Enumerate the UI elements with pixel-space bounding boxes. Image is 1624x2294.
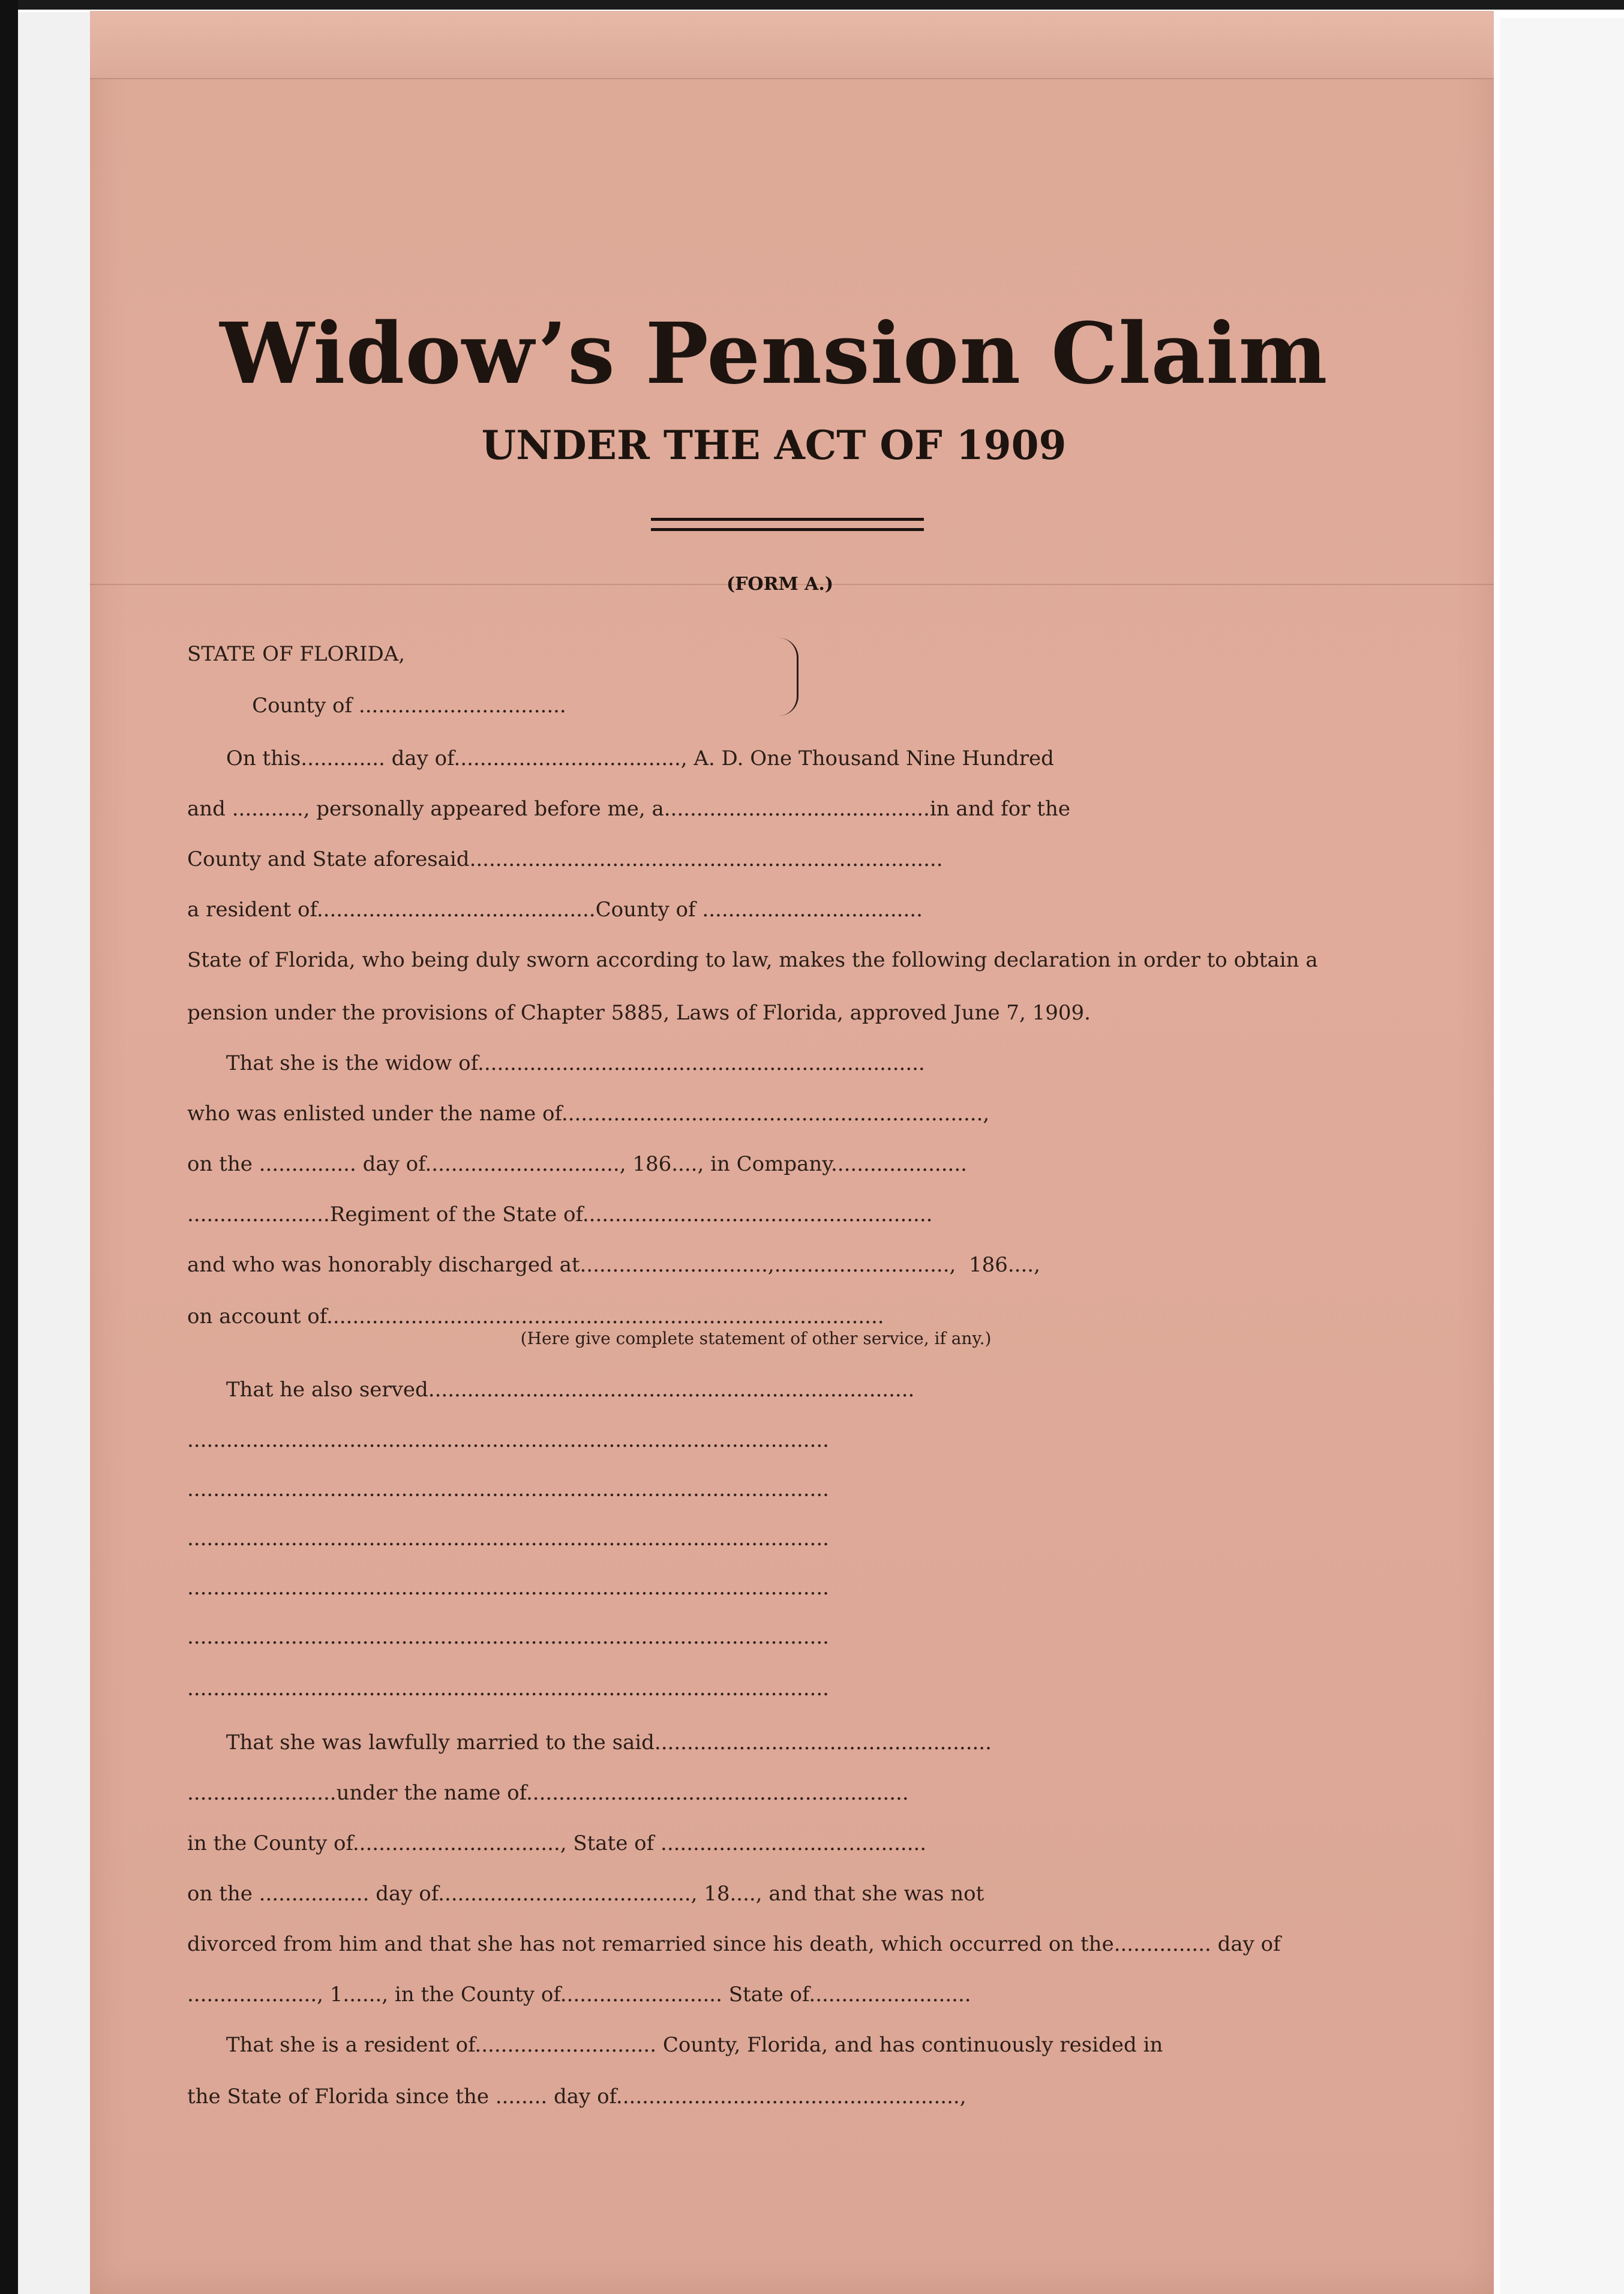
form-line: ................................................................................................... [187, 1428, 829, 1452]
scan-border-left [0, 0, 18, 2294]
form-line: in the County of................................, State of ......................................... [187, 1831, 927, 1855]
form-line: on the ............... day of.............................., 186...., in Company..................... [187, 1152, 967, 1176]
form-line: ................................................................................................... [187, 1677, 829, 1701]
form-line: a resident of...........................................County of .................................. [187, 898, 923, 922]
form-line: ...................., 1......, in the County of......................... State of......................... [187, 1983, 971, 2007]
form-line: pension under the provisions of Chapter 5885, Laws of Florida, approved June 7, 1909. [187, 1001, 1091, 1025]
top-fold [90, 11, 1494, 79]
form-line: State of Florida, who being duly sworn according to law, makes the following declaration in order to obtain a [187, 948, 1318, 972]
form-line: the State of Florida since the ........ day of....................................................., [187, 2085, 966, 2109]
form-line: ......................Regiment of the State of...................................................... [187, 1203, 933, 1227]
form-line: and who was honorably discharged at.............................,..........................., 186...., [187, 1253, 1040, 1277]
title-rule-bottom [651, 528, 924, 531]
form-line: ................................................................................................... [187, 1527, 829, 1551]
form-line: ................................................................................................... [187, 1477, 829, 1501]
form-line: That she is a resident of............................ County, Florida, and has continuously resided in [187, 2033, 1163, 2057]
form-line: and ..........., personally appeared before me, a.........................................in and for the [187, 797, 1070, 821]
form-line: County and State aforesaid......................................................................... [187, 847, 943, 871]
form-line: That she was lawfully married to the said.................................................... [187, 1731, 992, 1755]
form-line: .......................under the name of........................................................... [187, 1781, 909, 1805]
form-line: on account of...................................................................................... [187, 1305, 884, 1329]
scan-margin-right [1500, 18, 1624, 2294]
form-line: That he also served........................................................................... [187, 1378, 915, 1402]
form-sheet [90, 11, 1494, 2294]
form-line: That she is the widow of..................................................................... [187, 1051, 925, 1075]
form-line: divorced from him and that she has not remarried since his death, which occurred on the............... day of [187, 1932, 1281, 1956]
form-line: on the ................. day of......................................., 18...., and that she was not [187, 1882, 984, 1906]
form-line: ................................................................................................... [187, 1625, 829, 1649]
form-label: (FORM A.) [726, 574, 834, 595]
form-line: ................................................................................................... [187, 1576, 829, 1600]
title-rule-top [651, 518, 924, 521]
form-subtitle: UNDER THE ACT OF 1909 [481, 422, 1067, 469]
form-title: Widow’s Pension Claim [220, 305, 1328, 403]
form-note: (Here give complete statement of other service, if any.) [520, 1329, 992, 1348]
form-line: STATE OF FLORIDA, [187, 642, 406, 666]
form-line: County of ................................ [187, 694, 566, 718]
scan-border-top [0, 0, 1624, 10]
form-line: who was enlisted under the name of................................................................., [187, 1102, 990, 1126]
form-line: On this............. day of..................................., A. D. One Thousand Nine Hundred [187, 746, 1054, 770]
